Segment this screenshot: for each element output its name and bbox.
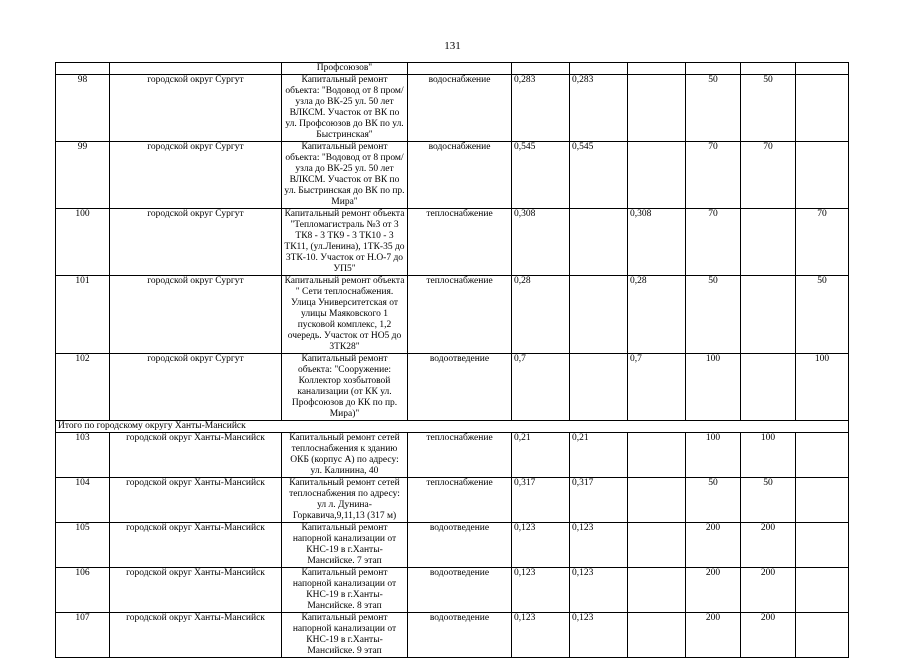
value-col7: 0,7 — [628, 354, 686, 421]
row-number: 107 — [56, 613, 110, 658]
value-col8: 200 — [686, 523, 741, 568]
municipality: городской округ Ханты-Мансийск — [110, 523, 282, 568]
municipality: городской округ Сургут — [110, 276, 282, 354]
value-col10 — [796, 478, 849, 523]
value-col7 — [628, 613, 686, 658]
value-col5: 0,21 — [512, 433, 570, 478]
object-description: Капитальный ремонт сетей теплоснабжения к зданию ОКБ (корпус А) по адресу: ул. Калинина, 40 — [282, 433, 408, 478]
value-col5: 0,317 — [512, 478, 570, 523]
value-col9 — [741, 276, 796, 354]
service-type: теплоснабжение — [408, 433, 512, 478]
objects-table — [55, 62, 849, 658]
value-col9: 200 — [741, 523, 796, 568]
service-type: водоотведение — [408, 354, 512, 421]
table-row — [56, 209, 849, 276]
value-col8: 50 — [686, 75, 741, 142]
row-number: 105 — [56, 523, 110, 568]
row-number: 98 — [56, 75, 110, 142]
value-col7 — [628, 75, 686, 142]
value-col6 — [570, 209, 628, 276]
value-col8: 200 — [686, 613, 741, 658]
value-col7 — [628, 523, 686, 568]
value-col10 — [796, 75, 849, 142]
value-col9: 50 — [741, 75, 796, 142]
value-col9: 50 — [741, 478, 796, 523]
value-col8: 200 — [686, 568, 741, 613]
value-col7 — [628, 478, 686, 523]
table-row — [56, 478, 849, 523]
value-col9 — [741, 209, 796, 276]
municipality: городской округ Ханты-Мансийск — [110, 433, 282, 478]
table-row — [56, 613, 849, 658]
value-col9: 100 — [741, 433, 796, 478]
value-col6: 0,545 — [570, 142, 628, 209]
object-description: Капитальный ремонт сетей теплоснабжения по адресу: ул л. Дунина-Горкавича,9,11,13 (317 м) — [282, 478, 408, 523]
table-row — [56, 568, 849, 613]
value-col9 — [741, 354, 796, 421]
object-description: Капитальный ремонт объекта " Сети теплоснабжения. Улица Университетская от улицы Маяковского 1 пусковой комплекс, 1,2 очередь. Участок от НО5 до 3ТК28" — [282, 276, 408, 354]
value-col8: 70 — [686, 209, 741, 276]
value-col10 — [796, 568, 849, 613]
page-number: 131 — [444, 40, 461, 52]
value-col10: 100 — [796, 354, 849, 421]
value-col5: 0,308 — [512, 209, 570, 276]
value-col7: 0,308 — [628, 209, 686, 276]
municipality: городской округ Сургут — [110, 142, 282, 209]
value-col6: 0,283 — [570, 75, 628, 142]
value-col6 — [570, 354, 628, 421]
value-col10 — [796, 433, 849, 478]
value-col6: 0,123 — [570, 523, 628, 568]
value-col7: 0,28 — [628, 276, 686, 354]
municipality: городской округ Сургут — [110, 354, 282, 421]
value-col5: 0,283 — [512, 75, 570, 142]
continuation-row — [56, 63, 849, 75]
value-col8: 70 — [686, 142, 741, 209]
row-number: 106 — [56, 568, 110, 613]
value-col7 — [628, 433, 686, 478]
service-type: теплоснабжение — [408, 478, 512, 523]
table-row — [56, 433, 849, 478]
value-col5: 0,123 — [512, 613, 570, 658]
section-title: Итого по городскому округу Ханты-Мансийск — [56, 421, 849, 433]
row-number: 103 — [56, 433, 110, 478]
service-type: теплоснабжение — [408, 276, 512, 354]
object-description: Капитальный ремонт объекта: "Водовод от 8 пром/узла до ВК-25 ул. 50 лет ВЛКСМ. Участок от ВК по ул. Профсоюзов до ВК по ул. Быстринская" — [282, 75, 408, 142]
value-col7 — [628, 568, 686, 613]
object-description: Капитальный ремонт объекта: "Сооружение: Коллектор хозбытовой канализации (от КК ул. Профсоюзов до КК по пр. Мира)" — [282, 354, 408, 421]
value-col6: 0,123 — [570, 568, 628, 613]
value-col6: 0,21 — [570, 433, 628, 478]
table-row — [56, 523, 849, 568]
value-col5: 0,545 — [512, 142, 570, 209]
value-col7 — [628, 142, 686, 209]
service-type: водоотведение — [408, 613, 512, 658]
table-row — [56, 75, 849, 142]
table-row — [56, 142, 849, 209]
value-col10: 50 — [796, 276, 849, 354]
service-type: теплоснабжение — [408, 209, 512, 276]
value-col8: 50 — [686, 478, 741, 523]
value-col8: 100 — [686, 433, 741, 478]
value-col5: 0,123 — [512, 568, 570, 613]
value-col9: 200 — [741, 568, 796, 613]
object-description: Капитальный ремонт напорной канализации от КНС-19 в г.Ханты-Мансийске. 9 этап — [282, 613, 408, 658]
value-col10: 70 — [796, 209, 849, 276]
service-type: водоснабжение — [408, 75, 512, 142]
value-col10 — [796, 613, 849, 658]
value-col9: 200 — [741, 613, 796, 658]
object-description: Капитальный ремонт напорной канализации от КНС-19 в г.Ханты-Мансийске. 8 этап — [282, 568, 408, 613]
value-col8: 50 — [686, 276, 741, 354]
section-total-row — [56, 421, 849, 433]
service-type: водоснабжение — [408, 142, 512, 209]
value-col6: 0,123 — [570, 613, 628, 658]
value-col10 — [796, 523, 849, 568]
row-number: 101 — [56, 276, 110, 354]
continuation-text: Профсоюзов" — [282, 63, 408, 75]
row-number: 104 — [56, 478, 110, 523]
value-col5: 0,28 — [512, 276, 570, 354]
service-type: водоотведение — [408, 568, 512, 613]
value-col5: 0,123 — [512, 523, 570, 568]
municipality: городской округ Ханты-Мансийск — [110, 478, 282, 523]
row-number: 102 — [56, 354, 110, 421]
municipality: городской округ Ханты-Мансийск — [110, 568, 282, 613]
object-description: Капитальный ремонт объекта: "Водовод от 8 пром/узла до ВК-25 ул. 50 лет ВЛКСМ. Участок от ВК по ул. Быстринская до ВК по пр. Мира" — [282, 142, 408, 209]
value-col10 — [796, 142, 849, 209]
municipality: городской округ Ханты-Мансийск — [110, 613, 282, 658]
table-row — [56, 354, 849, 421]
value-col8: 100 — [686, 354, 741, 421]
value-col6: 0,317 — [570, 478, 628, 523]
row-number: 99 — [56, 142, 110, 209]
object-description: Капитальный ремонт объекта "Тепломагистраль №3 от 3 ТК8 - 3 ТК9 - 3 ТК10 - 3 ТК11, (ул.Ленина), 1ТК-35 до 3ТК-10. Участок от Н.О-7 до УП5" — [282, 209, 408, 276]
value-col6 — [570, 276, 628, 354]
value-col9: 70 — [741, 142, 796, 209]
service-type: водоотведение — [408, 523, 512, 568]
municipality: городской округ Сургут — [110, 75, 282, 142]
row-number: 100 — [56, 209, 110, 276]
municipality: городской округ Сургут — [110, 209, 282, 276]
value-col5: 0,7 — [512, 354, 570, 421]
object-description: Капитальный ремонт напорной канализации от КНС-19 в г.Ханты-Мансийске. 7 этап — [282, 523, 408, 568]
table-row — [56, 276, 849, 354]
